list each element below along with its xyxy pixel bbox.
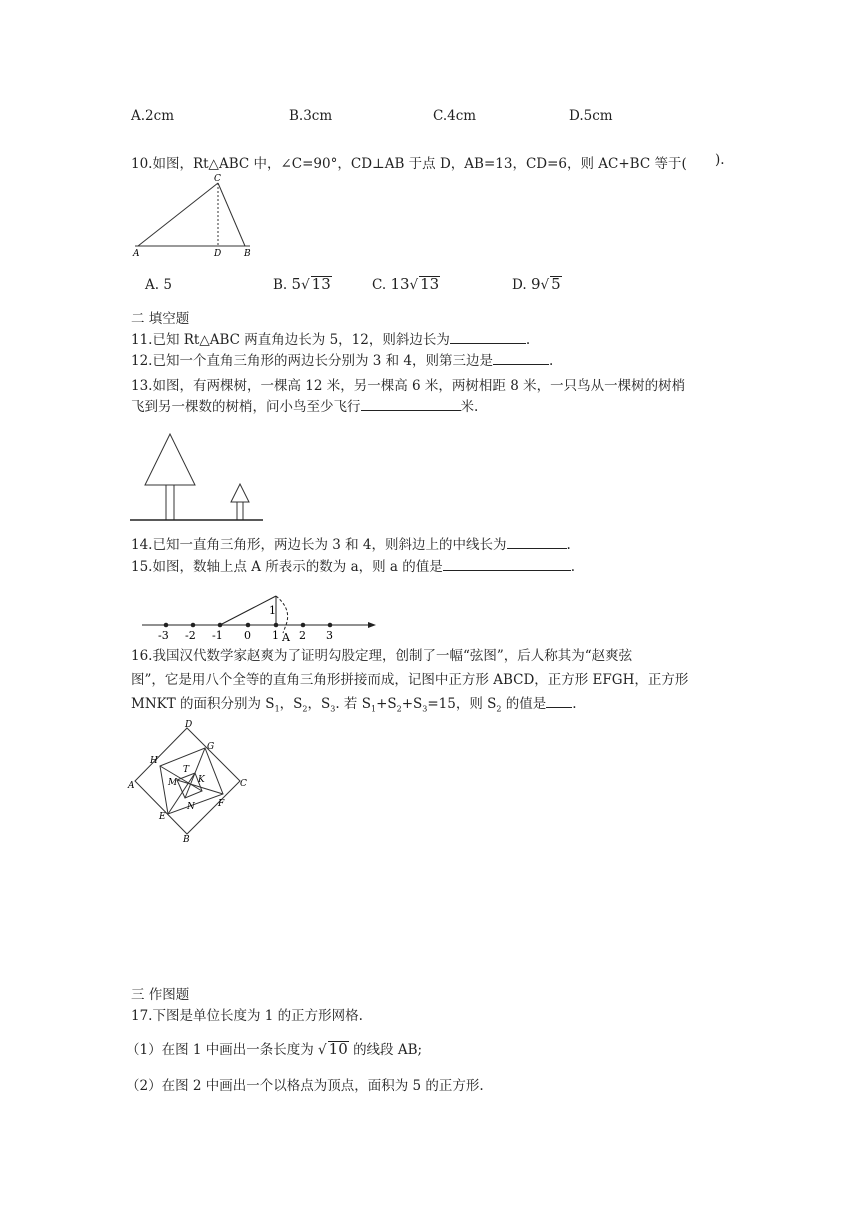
q15-point-a-label: A — [282, 631, 290, 644]
svg-text:F: F — [218, 799, 225, 809]
q11: 11.已知 Rt△ABC 两直角边长为 5，12，则斜边长为 . — [131, 332, 531, 348]
q15-number-line-figure — [140, 583, 380, 643]
q10-close: ). — [715, 152, 725, 168]
q15-tick-neg2: -2 — [185, 629, 196, 642]
q10-label-d: D — [214, 249, 222, 259]
q9-option-b: B.3cm — [289, 108, 333, 124]
q14: 14.已知一直角三角形，两边长为 3 和 4，则斜边上的中线长为 . — [131, 537, 571, 553]
q10-triangle-figure — [130, 170, 260, 260]
q10-option-d: D. 9√ 5 — [512, 275, 561, 293]
q12: 12.已知一个直角三角形的两边长分别为 3 和 4，则第三边是 . — [131, 353, 554, 369]
q15-tick-1: 1 — [272, 629, 279, 642]
svg-text:K: K — [198, 775, 205, 785]
q10-text: 10.如图，Rt△ABC 中，∠C=90°，CD⊥AB 于点 D，AB=13，CD=6，则 AC+BC 等于( — [131, 156, 687, 172]
q15-tick-0: 0 — [244, 629, 251, 642]
svg-text:H: H — [150, 756, 158, 766]
q10-option-c: C. 13√ 13 — [372, 275, 440, 293]
q17-text: 17.下图是单位长度为 1 的正方形网格. — [131, 1008, 363, 1024]
q15-tick-3: 3 — [326, 629, 333, 642]
q15-tick-2: 2 — [299, 629, 306, 642]
q10-label-c: C — [214, 174, 221, 184]
q9-option-a: A.2cm — [131, 108, 174, 124]
q16-line2: 图”，它是用八个全等的直角三角形拼接而成，记图中正方形 ABCD，正方形 EFGH，正方形 — [131, 672, 689, 688]
section3-title: 三 作图题 — [131, 987, 190, 1003]
svg-text:N: N — [187, 802, 195, 812]
q10-option-b: B. 5√ 13 — [273, 275, 331, 293]
q13-line2: 飞到另一棵数的树梢，问小鸟至少飞行 米. — [131, 399, 479, 415]
q9-option-c: C.4cm — [433, 108, 477, 124]
q15-unit-label: 1 — [269, 604, 276, 617]
q13-trees-figure — [128, 430, 268, 525]
svg-text:T: T — [183, 765, 190, 775]
q17-part1: （1）在图 1 中画出一条长度为 √ 10 的线段 AB; — [126, 1040, 423, 1058]
svg-text:M: M — [168, 778, 178, 788]
q16-zhao-shuang-figure — [125, 718, 260, 848]
svg-text:D: D — [185, 720, 193, 730]
svg-text:E: E — [159, 812, 166, 822]
q10-label-a: A — [133, 249, 140, 259]
svg-text:B: B — [183, 835, 190, 845]
q16-line1: 16.我国汉代数学家赵爽为了证明勾股定理，创制了一幅“弦图”，后人称其为“赵爽弦 — [131, 648, 633, 664]
q9-option-d: D.5cm — [569, 108, 613, 124]
q15-tick-neg3: -3 — [158, 629, 169, 642]
section2-title: 二 填空题 — [131, 311, 190, 327]
svg-text:G: G — [207, 742, 215, 752]
q13-line1: 13.如图，有两棵树，一棵高 12 米，另一棵高 6 米，两树相距 8 米，一只鸟从一棵树的树梢 — [131, 378, 686, 394]
q16-line3: MNKT 的面积分别为 $S_1$，$S_2$，$S_3$. 若 $S_1+S_2+S_3=15$，则 $S_2$ 的值是 . — [131, 696, 577, 714]
q10-option-a: A. 5 — [145, 277, 172, 293]
q10-label-b: B — [244, 249, 251, 259]
svg-text:C: C — [240, 779, 247, 789]
svg-text:A: A — [128, 781, 135, 791]
q15: 15.如图，数轴上点 A 所表示的数为 a，则 a 的值是 . — [131, 559, 576, 575]
q15-tick-neg1: -1 — [212, 629, 223, 642]
q17-part2: （2）在图 2 中画出一个以格点为顶点，面积为 5 的正方形. — [126, 1078, 484, 1094]
